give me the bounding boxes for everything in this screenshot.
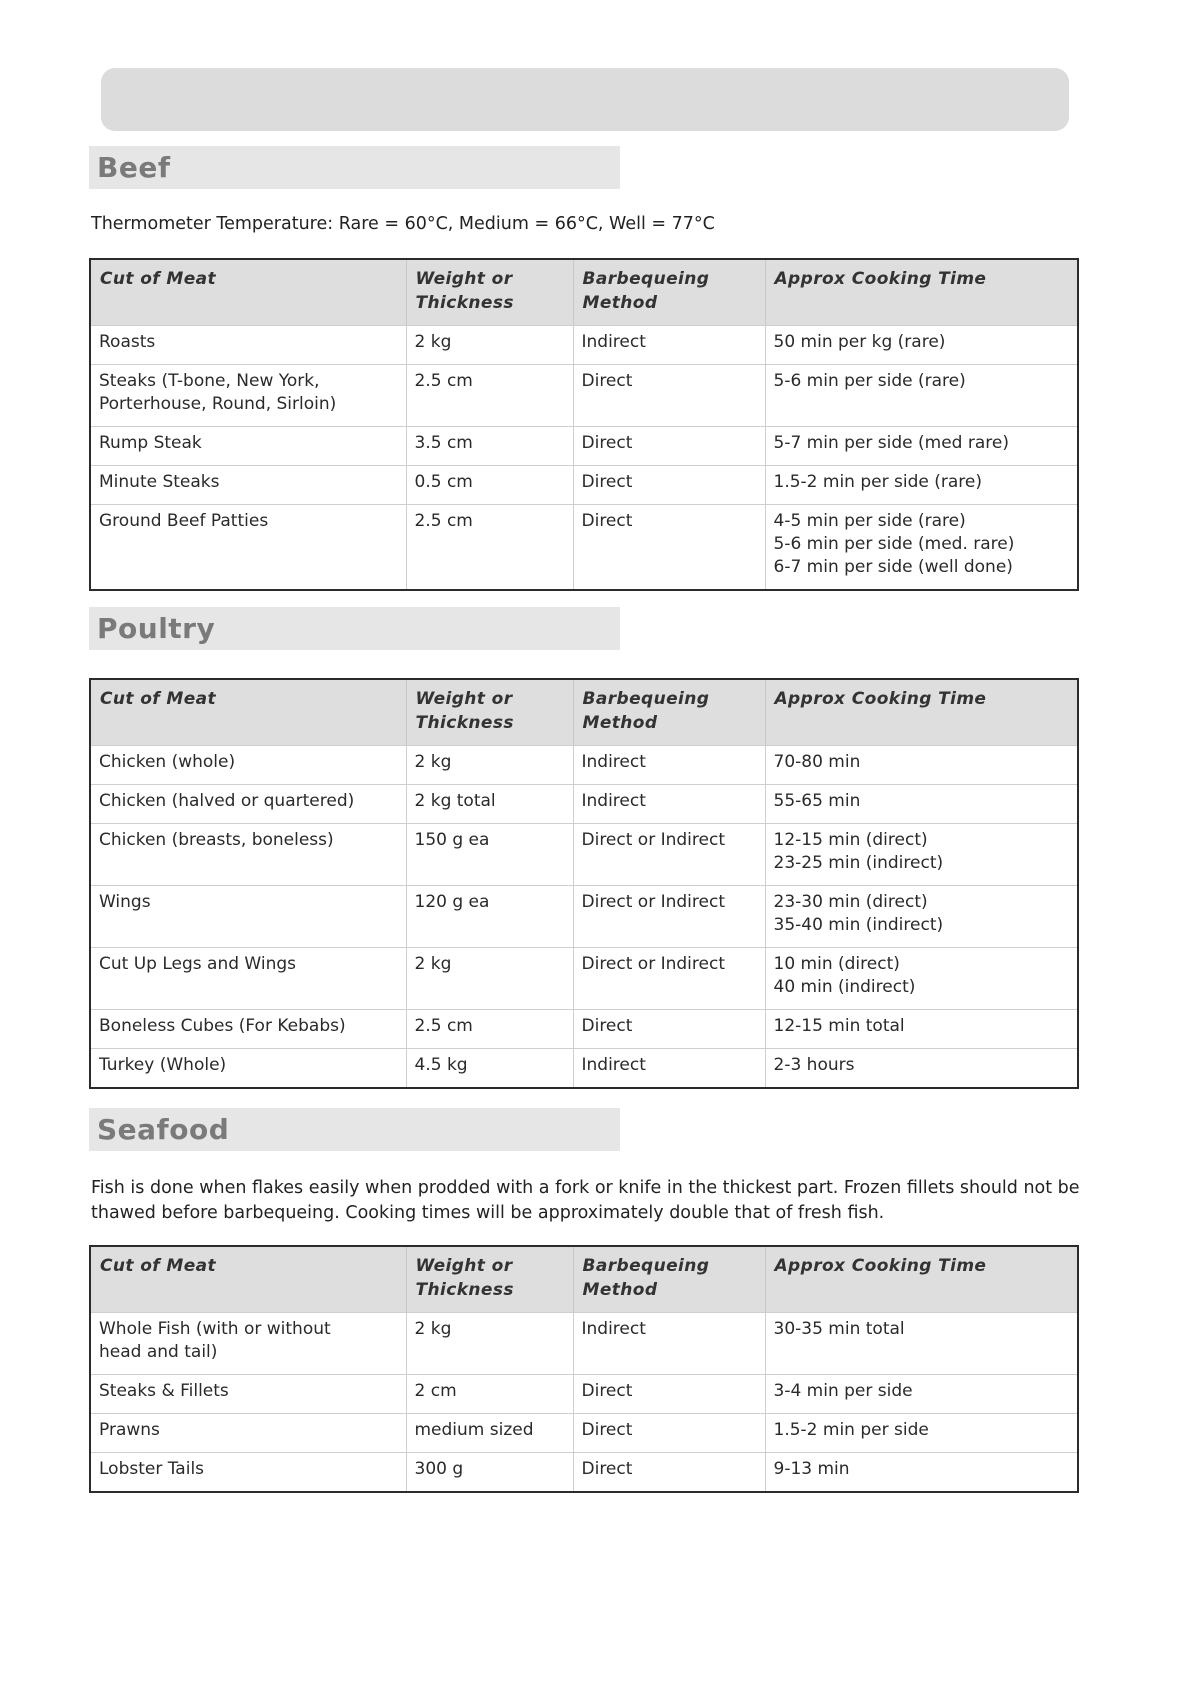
header-time: Approx Cooking Time <box>765 1246 1078 1313</box>
cell-cut: Roasts <box>90 326 406 365</box>
top-banner <box>101 68 1069 131</box>
cell-cut: Prawns <box>90 1414 406 1453</box>
cell-method: Direct <box>573 365 765 427</box>
cell-time: 70-80 min <box>765 746 1078 785</box>
seafood-heading: Seafood <box>89 1108 620 1151</box>
cell-weight: 300 g <box>406 1453 573 1493</box>
cell-cut: Chicken (whole) <box>90 746 406 785</box>
cell-method: Indirect <box>573 326 765 365</box>
header-cut: Cut of Meat <box>90 679 406 746</box>
table-row <box>90 1010 1078 1049</box>
cell-weight: 3.5 cm <box>406 427 573 466</box>
cell-time: 5-6 min per side (rare) <box>765 365 1078 427</box>
cell-time: 30-35 min total <box>765 1313 1078 1375</box>
cell-method: Direct <box>573 1010 765 1049</box>
cell-method: Direct or Indirect <box>573 824 765 886</box>
cell-cut: Boneless Cubes (For Kebabs) <box>90 1010 406 1049</box>
table-row <box>90 1414 1078 1453</box>
cell-weight: 2 kg total <box>406 785 573 824</box>
header-weight: Weight or Thickness <box>406 259 573 326</box>
cell-time: 12-15 min total <box>765 1010 1078 1049</box>
header-method: Barbequeing Method <box>573 259 765 326</box>
cell-cut: Rump Steak <box>90 427 406 466</box>
cell-cut: Steaks & Fillets <box>90 1375 406 1414</box>
header-time: Approx Cooking Time <box>765 679 1078 746</box>
cell-cut: Ground Beef Patties <box>90 505 406 591</box>
table-row <box>90 365 1078 427</box>
cell-cut: Chicken (breasts, boneless) <box>90 824 406 886</box>
table-row <box>90 785 1078 824</box>
cell-time: 23-30 min (direct) 35-40 min (indirect) <box>765 886 1078 948</box>
cell-cut: Minute Steaks <box>90 466 406 505</box>
cell-time: 4-5 min per side (rare) 5-6 min per side (med. rare) 6-7 min per side (well done) <box>765 505 1078 591</box>
cell-weight: medium sized <box>406 1414 573 1453</box>
seafood-rows <box>90 1313 1078 1493</box>
cell-time: 1.5-2 min per side (rare) <box>765 466 1078 505</box>
cell-weight: 2 kg <box>406 1313 573 1375</box>
cell-method: Direct <box>573 505 765 591</box>
header-cut: Cut of Meat <box>90 1246 406 1313</box>
cell-weight: 0.5 cm <box>406 466 573 505</box>
cell-method: Direct <box>573 466 765 505</box>
cell-weight: 120 g ea <box>406 886 573 948</box>
cell-method: Direct or Indirect <box>573 948 765 1010</box>
cell-weight: 2 kg <box>406 948 573 1010</box>
cell-weight: 2 kg <box>406 746 573 785</box>
cell-method: Direct <box>573 1375 765 1414</box>
poultry-table <box>89 678 1079 1089</box>
header-cut: Cut of Meat <box>90 259 406 326</box>
cell-cut: Cut Up Legs and Wings <box>90 948 406 1010</box>
header-method: Barbequeing Method <box>573 679 765 746</box>
cell-weight: 2.5 cm <box>406 365 573 427</box>
table-row <box>90 326 1078 365</box>
table-row <box>90 466 1078 505</box>
cell-time: 5-7 min per side (med rare) <box>765 427 1078 466</box>
table-row <box>90 948 1078 1010</box>
table-row <box>90 427 1078 466</box>
cell-method: Direct <box>573 427 765 466</box>
seafood-table <box>89 1245 1079 1493</box>
cell-time: 10 min (direct) 40 min (indirect) <box>765 948 1078 1010</box>
cell-method: Indirect <box>573 1049 765 1089</box>
cell-time: 1.5-2 min per side <box>765 1414 1078 1453</box>
table-row <box>90 746 1078 785</box>
cell-time: 55-65 min <box>765 785 1078 824</box>
table-row <box>90 1375 1078 1414</box>
beef-table <box>89 258 1079 591</box>
table-header-row <box>90 1246 1078 1313</box>
cell-method: Indirect <box>573 746 765 785</box>
cell-time: 3-4 min per side <box>765 1375 1078 1414</box>
cell-cut: Chicken (halved or quartered) <box>90 785 406 824</box>
table-row <box>90 886 1078 948</box>
table-row <box>90 1049 1078 1089</box>
header-weight: Weight or Thickness <box>406 679 573 746</box>
cell-weight: 2 kg <box>406 326 573 365</box>
cell-weight: 2.5 cm <box>406 1010 573 1049</box>
table-row <box>90 505 1078 591</box>
cell-cut: Lobster Tails <box>90 1453 406 1493</box>
cell-method: Direct <box>573 1414 765 1453</box>
header-method: Barbequeing Method <box>573 1246 765 1313</box>
cell-method: Indirect <box>573 785 765 824</box>
cell-time: 12-15 min (direct) 23-25 min (indirect) <box>765 824 1078 886</box>
cell-cut: Turkey (Whole) <box>90 1049 406 1089</box>
cell-cut: Steaks (T-bone, New York, Porterhouse, Round, Sirloin) <box>90 365 406 427</box>
table-header-row <box>90 679 1078 746</box>
cell-weight: 2.5 cm <box>406 505 573 591</box>
cell-time: 2-3 hours <box>765 1049 1078 1089</box>
cell-weight: 150 g ea <box>406 824 573 886</box>
seafood-note: Fish is done when flakes easily when prodded with a fork or knife in the thickest part. Frozen fillets should not be thawed before barbequeing. Cooking times will be approximately double that of fresh fish. <box>91 1178 1080 1223</box>
table-row <box>90 1313 1078 1375</box>
cell-cut: Whole Fish (with or without head and tail) <box>90 1313 406 1375</box>
beef-rows <box>90 326 1078 591</box>
cell-weight: 2 cm <box>406 1375 573 1414</box>
beef-heading: Beef <box>89 146 620 189</box>
beef-temperature-note: Thermometer Temperature: Rare = 60°C, Medium = 66°C, Well = 77°C <box>91 214 715 234</box>
header-weight: Weight or Thickness <box>406 1246 573 1313</box>
poultry-heading: Poultry <box>89 607 620 650</box>
cell-method: Direct <box>573 1453 765 1493</box>
cell-time: 50 min per kg (rare) <box>765 326 1078 365</box>
table-row <box>90 1453 1078 1493</box>
cell-method: Indirect <box>573 1313 765 1375</box>
cell-time: 9-13 min <box>765 1453 1078 1493</box>
cell-cut: Wings <box>90 886 406 948</box>
poultry-rows <box>90 746 1078 1089</box>
header-time: Approx Cooking Time <box>765 259 1078 326</box>
cell-weight: 4.5 kg <box>406 1049 573 1089</box>
table-header-row <box>90 259 1078 326</box>
table-row <box>90 824 1078 886</box>
cell-method: Direct or Indirect <box>573 886 765 948</box>
